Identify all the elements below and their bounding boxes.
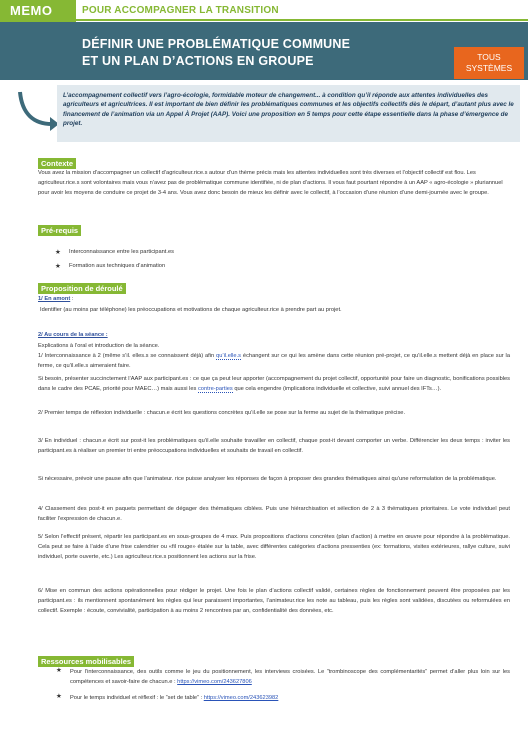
seance-heading [38, 330, 510, 340]
deroule-heading: Proposition de déroulé [38, 283, 126, 294]
contexte-text: Vous avez la mission d’accompagner un collectif d’agriculteur.rice.s autour d’un thème précis mais les attentes individuelles sont très diverses et l’objectif collectif est flou. Les agriculteur.rice.s sont volontaires mais vous n’avez pas de problématique commune identifiée, ni de plan d’actions. Il vous faut pourtant répondre à un AAP « agro-écologie » pluriannuel pour avoir les moyens de conduire ce projet de 3-4 ans. Vous avez donc besoin de mieux les définir avec le collectif, à l’occasion d’une réunion d’une demi-journée avec le groupe. [38, 170, 503, 196]
header-subtitle: POUR ACCOMPAGNER LA TRANSITION [82, 5, 279, 16]
ressource-1-text: Pour l’interconnaissance, des outils comme le jeu du positionnement, les interviews croisées. Le “trombinoscope des complémentarités” permet d’aller plus loin sur les compétences et savoir-faire de chacun.e : [70, 669, 510, 685]
systems-badge [454, 47, 524, 79]
ressource-2-text: Pour le temps individuel et réflexif : le “set de table” : [70, 695, 204, 701]
amont-label: 1/ En amont [38, 296, 71, 302]
amont-text: Identifier (au moins par téléphone) les préoccupations et motivations de chaque agriculteur.rice à prendre part au projet. [40, 307, 342, 313]
title-line-2: ET UN PLAN D’ACTIONS EN GROUPE [82, 54, 314, 68]
ressource-item [56, 693, 510, 703]
title-band [0, 22, 528, 80]
step-1-link: qu’il.elle.s [216, 353, 242, 359]
seance-intro: Explications à l’oral et introduction de la séance. [38, 343, 160, 349]
systems-line-2: SYSTÈMES [465, 63, 513, 73]
step-5: 5/ Selon l’effectif présent, répartir les participant.es en sous-groupes de 4 max. Puis propositions d’actions concrètes (plan d’action) à mettre en œuvre pour répondre à la problématique. Cela peut se faire à l’aide d’une frise calendrier ou «fil rouge» étalée sur la table, avec différentes catégories d’actions pressenties (ex: formations, visites extérieures, rallye culture, suivi individuel, porte ouverte, etc.) Les agriculteur.rice.s positionnent les actions sur la frise. [38, 534, 510, 560]
step-4: 4/ Classement des post-it en paquets permettant de dégager des thématiques ciblées. Puis une hiérarchisation et sélection de 2 à 3 thématiques prioritaires. Le vote individuel peut faciliter l’expression de chacun.e. [38, 506, 510, 522]
step-1-text-a: 1/ Interconnaissance à 2 (même s’il. elles.s se connaissent déjà) afin [38, 353, 217, 359]
step-1-text-b: échangent sur ce qui les amène dans cette réunion pré-projet, ce qu’il.elle.s mettent déjà en place sur la ferme, ce qu’il.elle.s aimeraient faire. [38, 353, 510, 369]
title-line-1: DÉFINIR UNE PROBLÉMATIQUE COMMUNE [82, 37, 351, 51]
step-6: 6/ Mise en commun des actions opérationnelles pour rédiger le projet. Une fois le plan d’actions collectif validé, certaines règles de fonctionnement peuvent être proposées par les participant.es : ils mentionnent spontanément les règles qui leur paraissent importantes, l’animateur.rice les note au tableau, puis les règles sont validées, discutées ou reformulées en collectif. Exemple : écoute, convivialité, participation à au moins 2 rencontres par an, confidentialité des données, etc. [38, 588, 510, 614]
star-bullet-icon: ★ [56, 667, 62, 674]
ressources-heading: Ressources mobilisables [38, 656, 134, 667]
intro-box: L’accompagnement collectif vers l’agro-écologie, formidable moteur de changement... à condition qu’il réponde aux attentes individuelles des agriculteurs et agricultrices. Il est important de bien définir les problématiques communes et les objectifs collectifs dès le départ, d’autant plus avec le financement de l’animation via un Appel À Projet (AAP). Voici une proposition en 5 temps pour cette étape essentielle dans la phase d’émergence de projet. [57, 85, 520, 142]
ressource-2-link[interactable]: https://vimeo.com/243623982 [203, 695, 279, 701]
contexte-heading: Contexte [38, 158, 76, 169]
step-3: 3/ En individuel : chacun.e écrit sur post-it les problématiques qu’il.elle souhaite travailler en collectif, chaque post-it devant comporter un verbe. Différencier les deux temps : inviter les participant.es à réaliser un premier tri entre préoccupations individuelles et souhaits de travail en collectif. [38, 438, 510, 454]
step-aap-link: contre-parties [197, 386, 233, 392]
star-bullet-icon: ★ [55, 263, 61, 270]
memo-tag: MEMO [0, 0, 76, 22]
star-bullet-icon: ★ [56, 693, 62, 700]
step-1 [38, 351, 510, 371]
ressource-item [56, 667, 510, 687]
star-bullet-icon: ★ [55, 249, 61, 256]
page-title [82, 36, 350, 70]
header-rule [76, 19, 528, 21]
step-pause: Si nécessaire, prévoir une pause afin que l’animateur. rice puisse analyser les réponses de façon à proposer des grandes thématiques ainsi qu’une reformulation de la problématique. [38, 476, 497, 482]
step-aap [38, 374, 510, 394]
step-aap-text-a: Si besoin, présenter succinctement l’AAP aux participant.es : ce que ça peut leur apporter (accompagnement du projet collectif, opportunité pour faire un diagnostic, bonifications possibles dans le cadre des PCAE, priorité pour MAEC…) mais aussi les [38, 376, 510, 392]
prerequis-item-label: Formation aux techniques d’animation [69, 263, 166, 269]
amont-heading [38, 294, 510, 304]
prerequis-item-label: Interconnaissance entre les participant.es [69, 249, 174, 255]
step-2: 2/ Premier temps de réflexion individuelle : chacun.e écrit les questions concrètes qu’il.elle se pose sur la ferme au sujet de la thématique précise. [38, 410, 406, 416]
systems-line-1: TOUS [477, 52, 501, 62]
seance-label: 2/ Au cours de la séance : [38, 332, 108, 338]
step-aap-text-b: que cela engendre (implications individuelle et collective, suivi annuel des IFTs…). [232, 386, 442, 392]
ressource-1-link[interactable]: https://vimeo.com/243627806 [177, 679, 252, 685]
prerequis-heading: Pré-requis [38, 225, 81, 236]
amont-suffix: : [70, 296, 74, 302]
curved-arrow-icon [14, 88, 60, 136]
